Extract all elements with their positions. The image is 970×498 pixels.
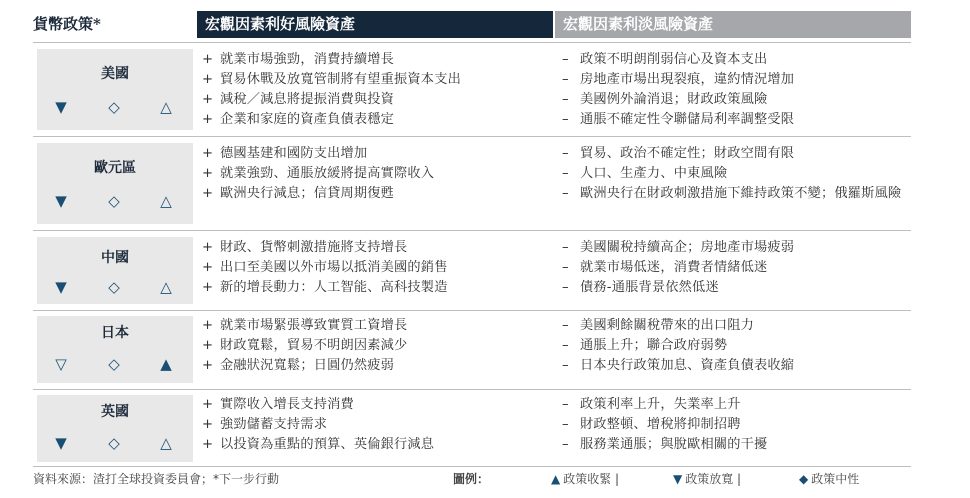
list-item: – 就業市場低迷，消費者情緒低迷 <box>560 258 905 278</box>
plus-icon: + <box>202 72 214 87</box>
list-item: + 以投資為重點的預算、英倫銀行減息 <box>200 435 545 455</box>
legend-label: 圖例： <box>453 472 490 486</box>
minus-icon: – <box>562 166 569 181</box>
region-name: 歐元區 <box>94 160 136 176</box>
list-item: + 財政寬鬆，貿易不明朗因素減少 <box>200 336 545 356</box>
plus-icon: + <box>202 52 214 67</box>
legend-item-tightening: ▲ 政策收緊 | <box>551 472 620 486</box>
policy-neutral-icon: ◇ <box>108 98 120 116</box>
list-item: – 財政整頓、增稅將抑制招聘 <box>560 415 905 435</box>
source-note: 資料來源：渣打全球投資委員會；*下一步行動 <box>33 472 280 486</box>
divider <box>33 389 911 390</box>
plus-icon: + <box>202 358 214 373</box>
list-item: – 通脹上升；聯合政府弱勢 <box>560 336 905 356</box>
minus-icon: – <box>562 146 569 161</box>
region-name: 日本 <box>101 325 129 341</box>
positive-factors-header: 宏觀因素利好風險資產 <box>197 11 553 38</box>
region-name: 美國 <box>101 66 129 82</box>
region-cell-uk <box>37 395 193 462</box>
plus-icon: + <box>202 92 214 107</box>
table-header <box>33 11 911 38</box>
positive-factors-list <box>200 238 545 298</box>
divider <box>33 310 911 311</box>
diamond-icon: ◆ <box>799 472 809 486</box>
policy-tightening-icon: △ <box>160 434 172 452</box>
legend-item-neutral: ◆ 政策中性 <box>799 472 860 486</box>
policy-easing-icon: ▼ <box>55 278 67 296</box>
list-item: + 出口至美國以外市場以抵消美國的銷售 <box>200 258 545 278</box>
list-item: – 政策利率上升，失業率上升 <box>560 395 905 415</box>
positive-factors-list <box>200 144 545 204</box>
plus-icon: + <box>202 260 214 275</box>
list-item: – 美國剩餘關稅帶來的出口阻力 <box>560 316 905 336</box>
divider <box>33 42 911 43</box>
list-item: + 實際收入增長支持消費 <box>200 395 545 415</box>
monetary-policy-header: 貨幣政策* <box>33 15 101 33</box>
list-item: – 美國例外論消退；財政政策風險 <box>560 90 905 110</box>
minus-icon: – <box>562 186 569 201</box>
minus-icon: – <box>562 358 569 373</box>
positive-factors-list <box>200 316 545 376</box>
list-item: + 金融狀況寬鬆；日圓仍然疲弱 <box>200 356 545 376</box>
triangle-down-icon: ▼ <box>673 472 683 486</box>
policy-easing-icon: ▼ <box>55 192 67 210</box>
list-item: + 就業市場緊張導致實質工資增長 <box>200 316 545 336</box>
policy-easing-icon: ▼ <box>55 434 67 452</box>
plus-icon: + <box>202 417 214 432</box>
list-item: – 房地產市場出現裂痕，違約情況增加 <box>560 70 905 90</box>
plus-icon: + <box>202 186 214 201</box>
positive-factors-list <box>200 395 545 455</box>
legend-item-easing: ▼ 政策放寬 | <box>673 472 742 486</box>
region-cell-eurozone <box>37 143 193 224</box>
minus-icon: – <box>562 240 569 255</box>
list-item: + 企業和家庭的資產負債表穩定 <box>200 110 545 130</box>
policy-tightening-icon: △ <box>160 192 172 210</box>
policy-neutral-icon: ◇ <box>108 192 120 210</box>
list-item: – 美國關稅持續高企；房地產市場疲弱 <box>560 238 905 258</box>
negative-factors-list <box>560 238 905 298</box>
region-name: 中國 <box>101 250 129 266</box>
list-item: – 人口、生產力、中東風險 <box>560 164 905 184</box>
list-item: – 債務-通脹背景依然低迷 <box>560 278 905 298</box>
plus-icon: + <box>202 338 214 353</box>
negative-factors-header: 宏觀因素利淡風險資產 <box>555 11 911 38</box>
plus-icon: + <box>202 146 214 161</box>
plus-icon: + <box>202 166 214 181</box>
triangle-up-icon: ▲ <box>551 472 561 486</box>
list-item: – 貿易、政治不確定性；財政空間有限 <box>560 144 905 164</box>
list-item: + 就業強勁、通脹放緩將提高實際收入 <box>200 164 545 184</box>
plus-icon: + <box>202 240 214 255</box>
list-item: + 德國基建和國防支出增加 <box>200 144 545 164</box>
footer <box>33 470 911 490</box>
policy-tightening-icon: △ <box>160 278 172 296</box>
list-item: + 財政、貨幣刺激措施將支持增長 <box>200 238 545 258</box>
region-cell-japan <box>37 316 193 383</box>
plus-icon: + <box>202 397 214 412</box>
plus-icon: + <box>202 112 214 127</box>
negative-factors-list <box>560 316 905 376</box>
minus-icon: – <box>562 280 569 295</box>
minus-icon: – <box>562 437 569 452</box>
minus-icon: – <box>562 397 569 412</box>
list-item: – 歐洲央行在財政刺激措施下維持政策不變；俄羅斯風險 <box>560 184 905 204</box>
plus-icon: + <box>202 318 214 333</box>
list-item: – 通脹不確定性令聯儲局利率調整受限 <box>560 110 905 130</box>
policy-neutral-icon: ◇ <box>108 355 120 373</box>
region-name: 英國 <box>101 404 129 420</box>
policy-tightening-icon: △ <box>160 98 172 116</box>
negative-factors-list <box>560 395 905 455</box>
positive-factors-list <box>200 50 545 130</box>
policy-easing-icon: ▽ <box>55 355 67 373</box>
minus-icon: – <box>562 338 569 353</box>
list-item: + 貿易休戰及放寬管制將有望重振資本支出 <box>200 70 545 90</box>
list-item: + 就業市場強勁，消費持續增長 <box>200 50 545 70</box>
policy-neutral-icon: ◇ <box>108 434 120 452</box>
divider <box>33 230 911 231</box>
list-item: – 政策不明朗削弱信心及資本支出 <box>560 50 905 70</box>
minus-icon: – <box>562 318 569 333</box>
policy-neutral-icon: ◇ <box>108 278 120 296</box>
policy-tightening-icon: ▲ <box>160 355 172 373</box>
list-item: + 減稅／減息將提振消費與投資 <box>200 90 545 110</box>
minus-icon: – <box>562 260 569 275</box>
list-item: – 服務業通脹；與脫歐相關的干擾 <box>560 435 905 455</box>
divider <box>33 466 911 467</box>
plus-icon: + <box>202 280 214 295</box>
minus-icon: – <box>562 112 569 127</box>
region-cell-us <box>37 49 193 130</box>
policy-easing-icon: ▼ <box>55 98 67 116</box>
negative-factors-list <box>560 50 905 130</box>
list-item: + 新的增長動力：人工智能、高科技製造 <box>200 278 545 298</box>
list-item: + 強勁儲蓄支持需求 <box>200 415 545 435</box>
list-item: + 歐洲央行減息；信貸周期復甦 <box>200 184 545 204</box>
plus-icon: + <box>202 437 214 452</box>
minus-icon: – <box>562 72 569 87</box>
minus-icon: – <box>562 92 569 107</box>
negative-factors-list <box>560 144 905 204</box>
region-cell-china <box>37 237 193 304</box>
minus-icon: – <box>562 52 569 67</box>
divider <box>33 136 911 137</box>
minus-icon: – <box>562 417 569 432</box>
list-item: – 日本央行政策加息、資產負債表收縮 <box>560 356 905 376</box>
